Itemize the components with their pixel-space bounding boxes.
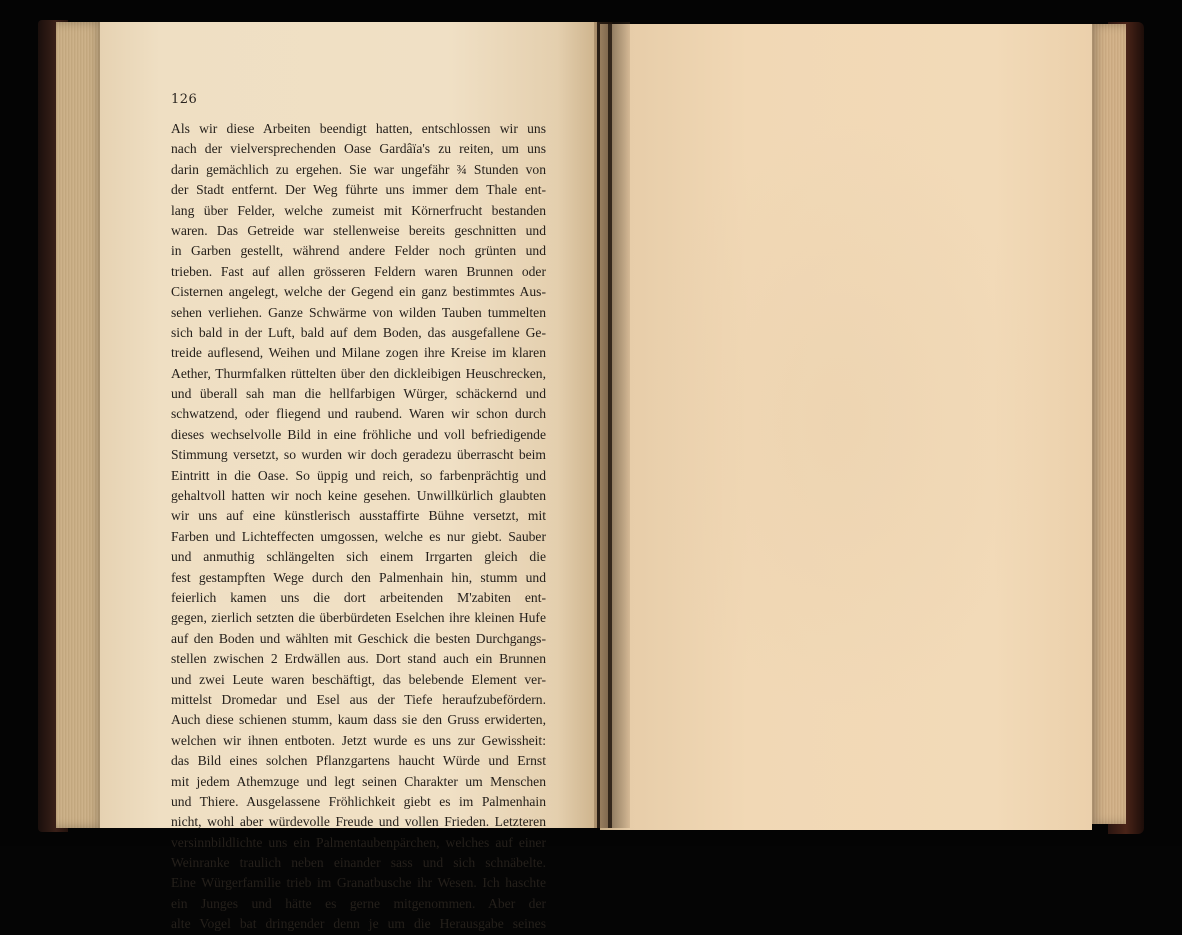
text-line: mit jedem Athemzuge und legt seinen Charakter um Menschen xyxy=(171,773,546,789)
text-line: alte Vogel bat dringender denn je um die Herausgabe seines xyxy=(171,916,546,932)
gutter-shadow-line xyxy=(608,22,612,828)
text-line: und überall sah man die hellfarbigen Würger, schäckernd und xyxy=(171,386,546,402)
text-line: dieses wechselvolle Bild in eine fröhliche und voll befriedigende xyxy=(171,426,546,442)
text-line: Auch diese schienen stumm, kaum dass sie den Gruss erwiderten, xyxy=(171,712,546,728)
book-gutter xyxy=(594,22,630,828)
text-line: Farben und Lichteffecten umgossen, welche es nur giebt. Sauber xyxy=(171,528,546,544)
text-line: feierlich kamen uns die dort arbeitenden M'zabiten ent- xyxy=(171,589,546,605)
text-line: und zwei Leute waren beschäftigt, das belebende Element ver- xyxy=(171,671,546,687)
text-line: lang über Felder, welche zumeist mit Körnerfrucht bestanden xyxy=(171,202,546,218)
text-line: gehaltvoll hatten wir noch keine gesehen. Unwillkürlich glaubten xyxy=(171,488,546,504)
text-line: auf den Boden und wählten mit Geschick die besten Durchgangs- xyxy=(171,630,546,646)
text-line: nach der vielversprechenden Oase Gardâïa's zu reiten, um uns xyxy=(171,141,546,157)
text-line: treide auflesend, Weihen und Milane zogen ihre Kreise im klaren xyxy=(171,345,546,361)
page-number: 126 xyxy=(171,92,198,107)
text-line: mittelst Dromedar und Esel aus der Tiefe heraufzubefördern. xyxy=(171,691,546,707)
text-line: Als wir diese Arbeiten beendigt hatten, entschlossen wir uns xyxy=(171,121,546,136)
right-page-paper-tone xyxy=(640,120,1040,720)
text-line: Eine Würgerfamilie trieb im Granatbusche ihr Wesen. Ich haschte xyxy=(171,875,546,891)
text-line: Weinranke traulich neben einander sass und sich schnäbelte. xyxy=(171,855,546,871)
text-line: waren. Das Getreide war stellenweise bereits geschnitten und xyxy=(171,222,546,238)
text-line: Eintritt in die Oase. So üppig und reich, so farbenprächtig und xyxy=(171,467,546,483)
text-line: schwatzend, oder fliegend und raubend. Waren wir schon durch xyxy=(171,406,546,422)
text-line: wir uns auf eine künstlerisch ausstaffirte Bühne versetzt, mit xyxy=(171,508,546,524)
page-text-block xyxy=(171,119,546,935)
text-line: nicht, wohl aber würdevolle Freude und vollen Frieden. Letzteren xyxy=(171,814,546,830)
text-line: Aether, Thurmfalken rüttelten über den dickleibigen Heuschrecken, xyxy=(171,365,546,381)
text-line: Stimmung versetzt, so wurden wir doch geradezu überrascht beim xyxy=(171,447,546,463)
page-edges-left xyxy=(56,22,104,828)
text-line: sehen verliehen. Ganze Schwärme von wilden Tauben tummelten xyxy=(171,304,546,320)
text-line: trieben. Fast auf allen grösseren Feldern waren Brunnen oder xyxy=(171,263,546,279)
text-line: ein Junges und hätte es gerne mitgenommen. Aber der xyxy=(171,895,546,911)
text-line: das Bild eines solchen Pflanzgartens haucht Würde und Ernst xyxy=(171,753,546,769)
text-line: versinnbildlichte uns ein Palmentaubenpärchen, welches auf einer xyxy=(171,834,546,850)
text-line: welchen wir ihnen entboten. Jetzt wurde es uns zur Gewissheit: xyxy=(171,732,546,748)
text-line: fest gestampften Wege durch den Palmenhain hin, stumm und xyxy=(171,569,546,585)
text-line: und Thiere. Ausgelassene Fröhlichkeit giebt es im Palmenhain xyxy=(171,793,546,809)
text-line: sich bald in der Luft, bald auf dem Boden, das ausgefallene Ge- xyxy=(171,324,546,340)
page-edges-right xyxy=(1090,24,1126,824)
text-line: und anmuthig schlängelten sich einem Irrgarten gleich die xyxy=(171,549,546,565)
text-line: der Stadt entfernt. Der Weg führte uns immer dem Thale ent- xyxy=(171,182,546,198)
text-line: stellen zwischen 2 Erdwällen aus. Dort stand auch ein Brunnen xyxy=(171,651,546,667)
text-line: in Garben gestellt, während andere Felder noch grünten und xyxy=(171,243,546,259)
text-line: darin gemächlich zu ergehen. Sie war ungefähr ¾ Stunden von xyxy=(171,161,546,177)
text-line: gegen, zierlich setzten die überbürdeten Eselchen ihre kleinen Hufe xyxy=(171,610,546,626)
text-line: Cisternen angelegt, welche der Gegend ein ganz bestimmtes Aus- xyxy=(171,284,546,300)
